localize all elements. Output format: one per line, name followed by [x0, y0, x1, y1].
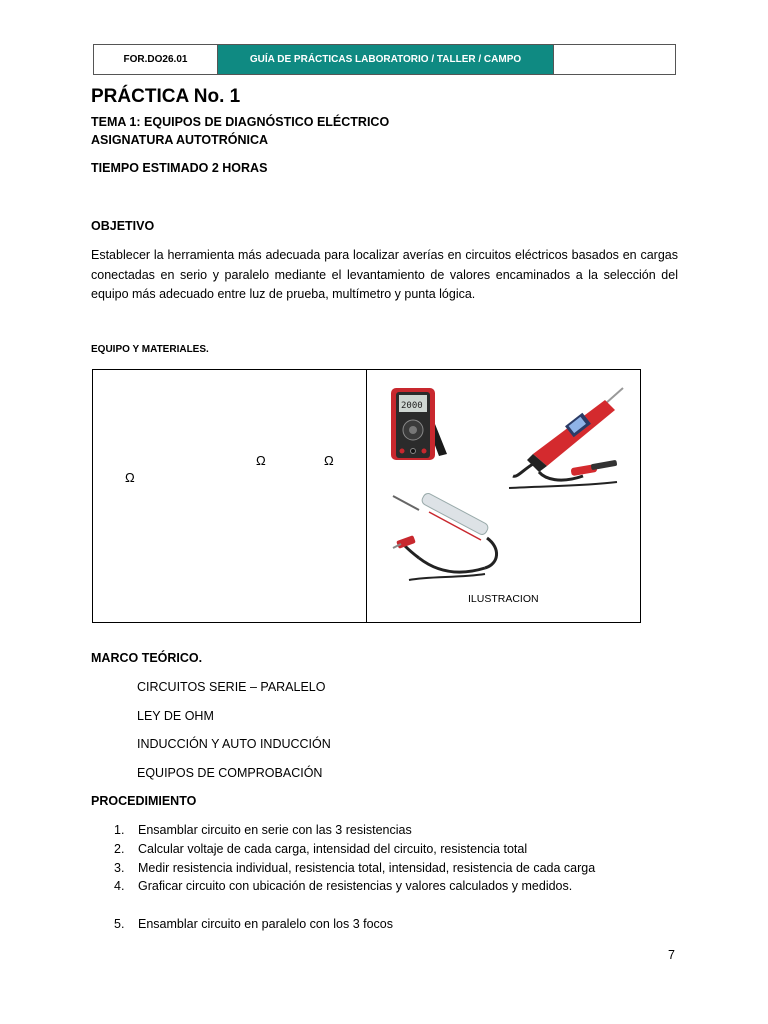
procedure-heading: PROCEDIMIENTO [91, 794, 197, 808]
subject-line: ASIGNATURA AUTOTRÓNICA [91, 133, 269, 147]
document-header [93, 44, 676, 75]
step-number: 4. [114, 879, 125, 893]
theory-item: CIRCUITOS SERIE – PARALELO [137, 680, 326, 694]
step-number: 5. [114, 917, 125, 931]
equipment-table [92, 369, 641, 623]
ohm-symbol: Ω [256, 453, 266, 468]
step-number: 2. [114, 842, 125, 856]
procedure-step: Medir resistencia individual, resistencia total, intensidad, resistencia de cada carga [138, 861, 596, 875]
page-number: 7 [668, 948, 675, 962]
practice-title: PRÁCTICA No. 1 [91, 86, 241, 107]
objective-heading: OBJETIVO [91, 219, 155, 233]
illustration-caption: ILUSTRACION [468, 593, 539, 605]
theory-item: INDUCCIÓN Y AUTO INDUCCIÓN [137, 737, 331, 751]
time-line: TIEMPO ESTIMADO 2 HORAS [91, 161, 268, 175]
test-light-image [389, 488, 509, 584]
multimeter-image [387, 384, 449, 464]
topic-line: TEMA 1: EQUIPOS DE DIAGNÓSTICO ELÉCTRICO [91, 115, 390, 129]
theory-heading: MARCO TEÓRICO. [91, 651, 203, 665]
header-blank-cell [554, 45, 675, 74]
theory-item: EQUIPOS DE COMPROBACIÓN [137, 766, 323, 780]
procedure-step: Ensamblar circuito en serie con las 3 resistencias [138, 823, 412, 837]
step-number: 1. [114, 823, 125, 837]
ohm-symbol: Ω [324, 453, 334, 468]
form-code: FOR.DO26.01 [94, 45, 218, 74]
ohm-symbol: Ω [125, 470, 135, 485]
step-number: 3. [114, 861, 125, 875]
procedure-step: Graficar circuito con ubicación de resistencias y valores calculados y medidos. [138, 879, 573, 893]
procedure-step: Calcular voltaje de cada carga, intensidad del circuito, resistencia total [138, 842, 528, 856]
table-divider [366, 370, 367, 622]
procedure-step: Ensamblar circuito en paralelo con los 3 focos [138, 917, 393, 931]
header-title: GUÍA DE PRÁCTICAS LABORATORIO / TALLER / CAMPO [218, 45, 554, 74]
power-probe-image [505, 384, 631, 492]
objective-text: Establecer la herramienta más adecuada para localizar averías en circuitos eléctricos basados en cargas conectadas en serio y paralelo mediante el levantamiento de valores encaminados a la selección del equipo más adecuado entre luz de prueba, multímetro y punta lógica. [91, 248, 678, 301]
theory-item: LEY DE OHM [137, 709, 214, 723]
equipment-heading: EQUIPO Y MATERIALES. [91, 344, 209, 355]
svg-text:2000: 2000 [401, 401, 423, 411]
